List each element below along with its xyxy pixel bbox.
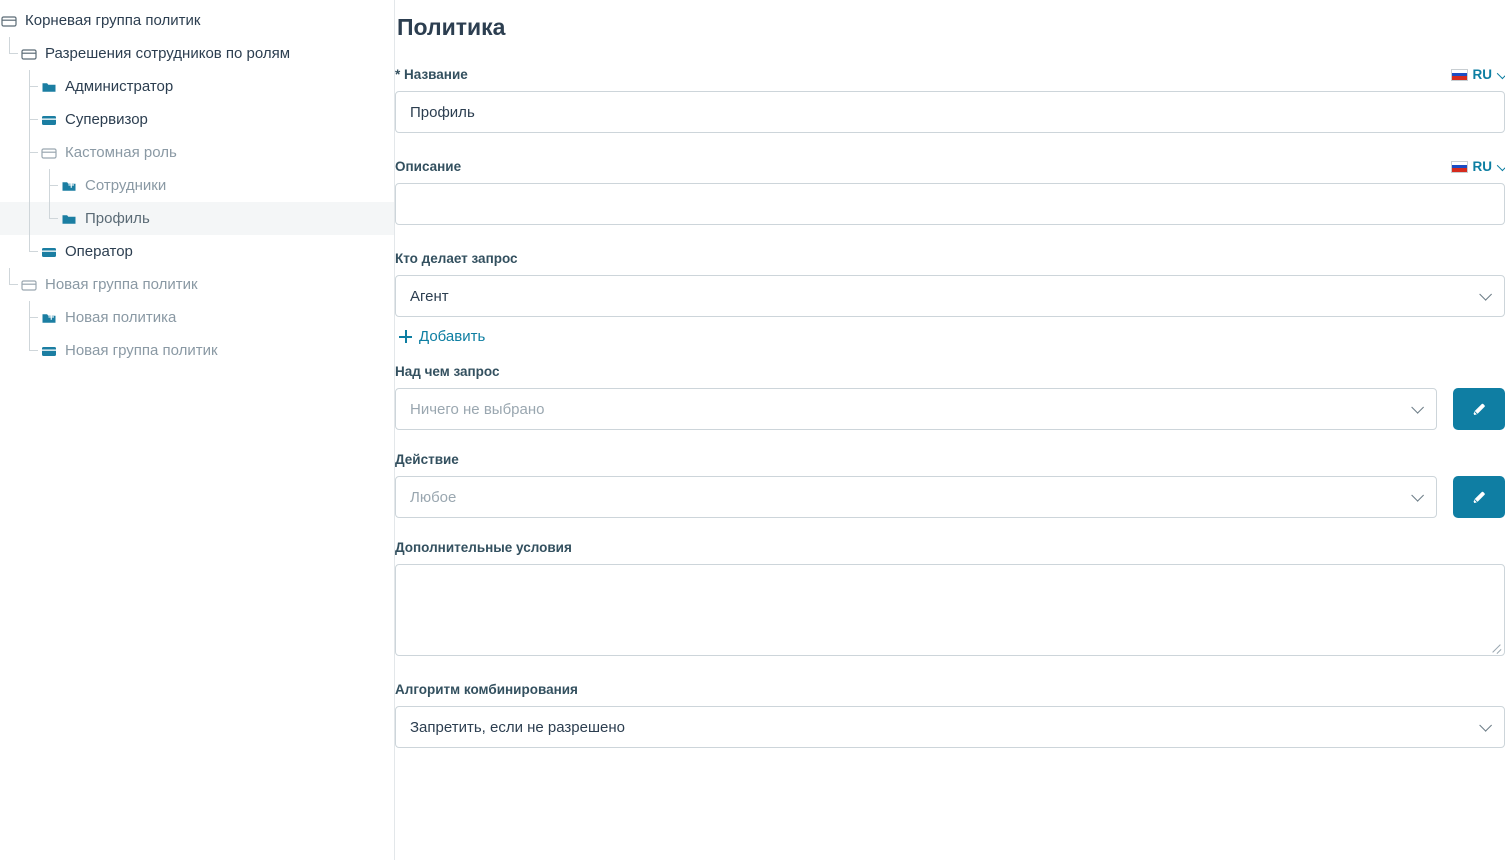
tree-guide	[0, 268, 20, 301]
tree-item-label: Новая политика	[65, 309, 177, 326]
tree-item-label: Супервизор	[65, 111, 148, 128]
combining-algorithm-value: Запретить, если не разрешено	[410, 718, 625, 736]
resource-select[interactable]	[395, 388, 1437, 430]
tree-item-label: Разрешения сотрудников по ролям	[45, 45, 291, 62]
tree-guides	[0, 169, 60, 202]
policy-group-icon	[40, 243, 57, 260]
tree-item-root-policy-group[interactable]	[0, 4, 394, 37]
combining-algorithm-select[interactable]	[395, 706, 1505, 748]
tree-guides	[0, 202, 60, 235]
resource-select-placeholder: Ничего не выбрано	[410, 400, 545, 418]
action-select-placeholder: Любое	[410, 488, 457, 506]
tree-item-employees[interactable]	[0, 169, 394, 202]
spacer	[395, 518, 1505, 540]
name-input[interactable]	[395, 91, 1505, 133]
tree-item-supervisor[interactable]	[0, 103, 394, 136]
chevron-down-icon	[1411, 489, 1424, 502]
policy-icon	[40, 78, 57, 95]
requester-label: Кто делает запрос	[395, 251, 518, 266]
chevron-down-icon	[1479, 288, 1492, 301]
tree-item-profile[interactable]	[0, 202, 394, 235]
tree-guide	[20, 334, 40, 367]
combining-algorithm-field-header	[395, 682, 1505, 697]
policy-group-filled-icon	[40, 342, 57, 359]
tree-guides	[0, 37, 20, 70]
tree-guide	[20, 202, 40, 235]
extra-conditions-label: Дополнительные условия	[395, 540, 572, 555]
resource-field	[395, 364, 1505, 430]
resource-label: Над чем запрос	[395, 364, 500, 379]
description-language-selector[interactable]	[1451, 159, 1505, 174]
chevron-down-icon	[1497, 159, 1505, 170]
tree-guides	[0, 268, 20, 301]
combining-algorithm-field	[395, 682, 1505, 748]
name-field	[395, 67, 1505, 133]
tree-guide	[0, 136, 20, 169]
new-policy-icon	[40, 309, 57, 326]
tree-item-new-policy-group[interactable]	[0, 268, 394, 301]
tree-guide	[0, 37, 20, 70]
tree-guide	[0, 70, 20, 103]
resize-handle[interactable]	[1491, 642, 1501, 652]
requester-select-value: Агент	[410, 287, 449, 305]
tree-item-label: Кастомная роль	[65, 144, 177, 161]
tree-item-label: Администратор	[65, 78, 174, 95]
description-input[interactable]	[395, 183, 1505, 225]
extra-conditions-field-header	[395, 540, 1505, 555]
policy-group-icon	[0, 12, 17, 29]
pencil-icon	[1471, 489, 1488, 506]
tree-guide	[40, 202, 60, 235]
tree-guide	[20, 301, 40, 334]
tree-guide	[0, 334, 20, 367]
policy-icon	[60, 210, 77, 227]
tree-item-label: Оператор	[65, 243, 133, 260]
tree-item-new-policy[interactable]	[0, 301, 394, 334]
name-label	[395, 67, 468, 82]
add-requester-button[interactable]	[399, 328, 485, 345]
required-marker: *	[395, 67, 401, 82]
tree-guide	[20, 169, 40, 202]
tree-guide	[20, 70, 40, 103]
tree-item-operator[interactable]	[0, 235, 394, 268]
tree-item-administrator[interactable]	[0, 70, 394, 103]
name-input-value: Профиль	[410, 103, 475, 121]
spacer	[395, 133, 1505, 159]
tree-item-label: Сотрудники	[85, 177, 167, 194]
description-field	[395, 159, 1505, 225]
chevron-down-icon	[1479, 719, 1492, 732]
policy-group-icon	[40, 111, 57, 128]
add-requester-label: Добавить	[419, 328, 486, 345]
extra-conditions-input[interactable]	[395, 564, 1505, 656]
tree-guides	[0, 301, 40, 334]
requester-select[interactable]	[395, 275, 1505, 317]
new-policy-icon	[60, 177, 77, 194]
tree-guide	[0, 235, 20, 268]
policy-tree-sidebar	[0, 0, 395, 860]
name-label-text: Название	[404, 67, 468, 82]
pencil-icon	[1471, 401, 1488, 418]
tree-item-label: Профиль	[85, 210, 150, 227]
tree-guide	[20, 235, 40, 268]
flag-ru-icon	[1451, 161, 1468, 173]
resource-field-header	[395, 364, 1505, 379]
tree-guide	[0, 103, 20, 136]
chevron-down-icon	[1411, 401, 1424, 414]
tree-item-role-permissions-group[interactable]	[0, 37, 394, 70]
extra-conditions-field	[395, 540, 1505, 656]
name-language-code: RU	[1472, 67, 1492, 82]
tree-guide	[20, 103, 40, 136]
policy-form-panel	[395, 0, 1505, 860]
tree-guides	[0, 235, 40, 268]
requester-field-header	[395, 251, 1505, 266]
name-field-header	[395, 67, 1505, 82]
tree-item-label: Корневая группа политик	[25, 12, 201, 29]
description-label: Описание	[395, 159, 462, 174]
name-language-selector[interactable]	[1451, 67, 1505, 82]
resource-edit-button[interactable]	[1453, 388, 1505, 430]
extra-conditions-value	[396, 565, 1504, 585]
spacer	[395, 430, 1505, 452]
action-label: Действие	[395, 452, 459, 467]
tree-item-label: Новая группа политик	[45, 276, 198, 293]
tree-guide	[40, 169, 60, 202]
tree-guide	[20, 136, 40, 169]
action-row	[395, 476, 1505, 518]
action-edit-button[interactable]	[1453, 476, 1505, 518]
tree-item-label: Новая группа политик	[65, 342, 218, 359]
action-select[interactable]	[395, 476, 1437, 518]
spacer	[395, 225, 1505, 251]
chevron-down-icon	[1497, 67, 1505, 78]
tree-guide	[0, 301, 20, 334]
spacer	[395, 348, 1505, 364]
tree-guides	[0, 103, 40, 136]
description-language-code: RU	[1472, 159, 1492, 174]
flag-ru-icon	[1451, 69, 1468, 81]
tree-guides	[0, 70, 40, 103]
tree-guides	[0, 334, 40, 367]
tree-guide	[0, 169, 20, 202]
tree-guide	[0, 202, 20, 235]
description-field-header	[395, 159, 1505, 174]
policy-group-icon	[20, 276, 37, 293]
policy-group-icon	[40, 144, 57, 161]
combining-algorithm-label: Алгоритм комбинирования	[395, 682, 578, 697]
tree-guides	[0, 136, 40, 169]
spacer	[395, 656, 1505, 682]
plus-icon	[399, 330, 412, 343]
tree-item-new-policy-group-child[interactable]	[0, 334, 394, 367]
resource-row	[395, 388, 1505, 430]
action-field-header	[395, 452, 1505, 467]
policy-group-icon	[20, 45, 37, 62]
action-field	[395, 452, 1505, 518]
tree-item-custom-role[interactable]	[0, 136, 394, 169]
page-title: Политика	[397, 14, 506, 40]
requester-field	[395, 251, 1505, 348]
